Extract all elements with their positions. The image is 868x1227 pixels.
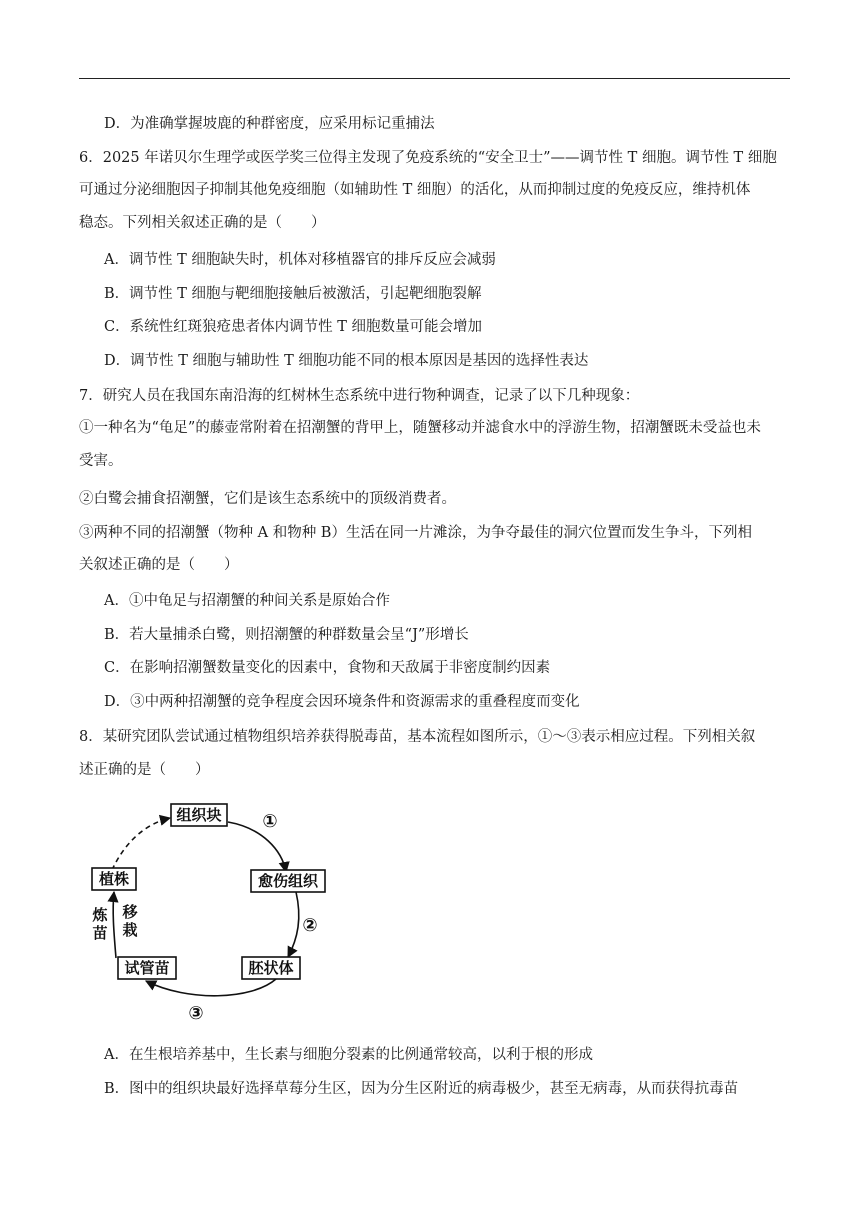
node-plant [92, 868, 136, 890]
arrow-dashed-regeneration [112, 818, 170, 870]
label-zai: 栽 [122, 921, 138, 939]
arrow-step-3 [146, 979, 276, 996]
q7-stem-line-3: 受害。 [79, 453, 123, 469]
q8-option-b: B．图中的组织块最好选择草莓分生区，因为分生区附近的病毒极少，甚至无病毒，从而获得抗毒苗 [104, 1081, 739, 1097]
q5-option-d: D．为准确掌握坡鹿的种群密度，应采用标记重捕法 [104, 116, 435, 132]
q7-option-b: B．若大量捕杀白鹭，则招潮蟹的种群数量会呈“J”形增长 [104, 627, 469, 643]
label-miao: 苗 [92, 924, 108, 942]
svg-text:组织块: 组织块 [176, 806, 222, 824]
node-tissue-block [171, 804, 227, 826]
q8-stem-line-2: 述正确的是（ ） [79, 762, 210, 778]
q7-option-c: C．在影响招潮蟹数量变化的因素中，食物和天敌属于非密度制约因素 [104, 660, 551, 676]
q7-stem-line-4: ②白鹭会捕食招潮蟹，它们是该生态系统中的顶级消费者。 [79, 491, 456, 507]
step-1-label: ① [262, 811, 278, 832]
label-yi: 移 [122, 903, 138, 921]
q6-option-b: B．调节性 T 细胞与靶细胞接触后被激活，引起靶细胞裂解 [104, 286, 482, 302]
q8-option-a: A．在生根培养基中，生长素与细胞分裂素的比例通常较高，以利于根的形成 [104, 1047, 593, 1063]
q7-option-a: A．①中龟足与招潮蟹的种间关系是原始合作 [104, 593, 390, 609]
q7-stem-line-2: ①一种名为“龟足”的藤壶常附着在招潮蟹的背甲上，随蟹移动并滤食水中的浮游生物，招潮蟹既未受益也未 [79, 420, 761, 436]
node-test-tube-seedling [118, 957, 176, 979]
q6-stem-line-2: 可通过分泌细胞因子抑制其他免疫细胞（如辅助性 T 细胞）的活化，从而抑制过度的免疫反应，维持机体 [79, 182, 751, 198]
node-embryoid [242, 957, 300, 979]
step-3-label: ③ [188, 1003, 204, 1024]
svg-text:胚状体: 胚状体 [248, 959, 294, 977]
svg-text:植株: 植株 [98, 870, 130, 888]
q7-stem-line-1: 7．研究人员在我国东南沿海的红树林生态系统中进行物种调查，记录了以下几种现象： [79, 388, 640, 404]
label-lian: 炼 [92, 906, 108, 924]
q6-option-d: D．调节性 T 细胞与辅助性 T 细胞功能不同的根本原因是基因的选择性表达 [104, 353, 589, 369]
q7-option-d: D．③中两种招潮蟹的竞争程度会因环境条件和资源需求的重叠程度而变化 [104, 694, 580, 710]
q8-stem-line-1: 8．某研究团队尝试通过植物组织培养获得脱毒苗，基本流程如图所示，①～③表示相应过程。下列相关叙 [79, 729, 756, 745]
q6-stem-line-1: 6．2025 年诺贝尔生理学或医学奖三位得主发现了免疫系统的“安全卫士”——调节性 T 细胞。调节性 T 细胞 [79, 150, 777, 166]
q7-stem-line-5: ③两种不同的招潮蟹（物种 A 和物种 B）生活在同一片滩涂，为争夺最佳的洞穴位置而发生争斗，下列相 [79, 525, 752, 541]
arrow-acclimatize [113, 892, 116, 958]
header-rule [79, 78, 790, 79]
step-2-label: ② [302, 915, 318, 936]
q6-option-c: C．系统性红斑狼疮患者体内调节性 T 细胞数量可能会增加 [104, 319, 482, 335]
tissue-culture-cycle-diagram [76, 794, 346, 1034]
q6-option-a: A．调节性 T 细胞缺失时，机体对移植器官的排斥反应会减弱 [104, 252, 496, 268]
q7-stem-line-6: 关叙述正确的是（ ） [79, 557, 239, 573]
svg-text:试管苗: 试管苗 [124, 959, 170, 977]
q6-stem-line-3: 稳态。下列相关叙述正确的是（ ） [79, 215, 326, 231]
node-callus [251, 870, 325, 892]
arrow-step-2 [288, 892, 299, 957]
svg-text:愈伤组织: 愈伤组织 [257, 872, 319, 890]
